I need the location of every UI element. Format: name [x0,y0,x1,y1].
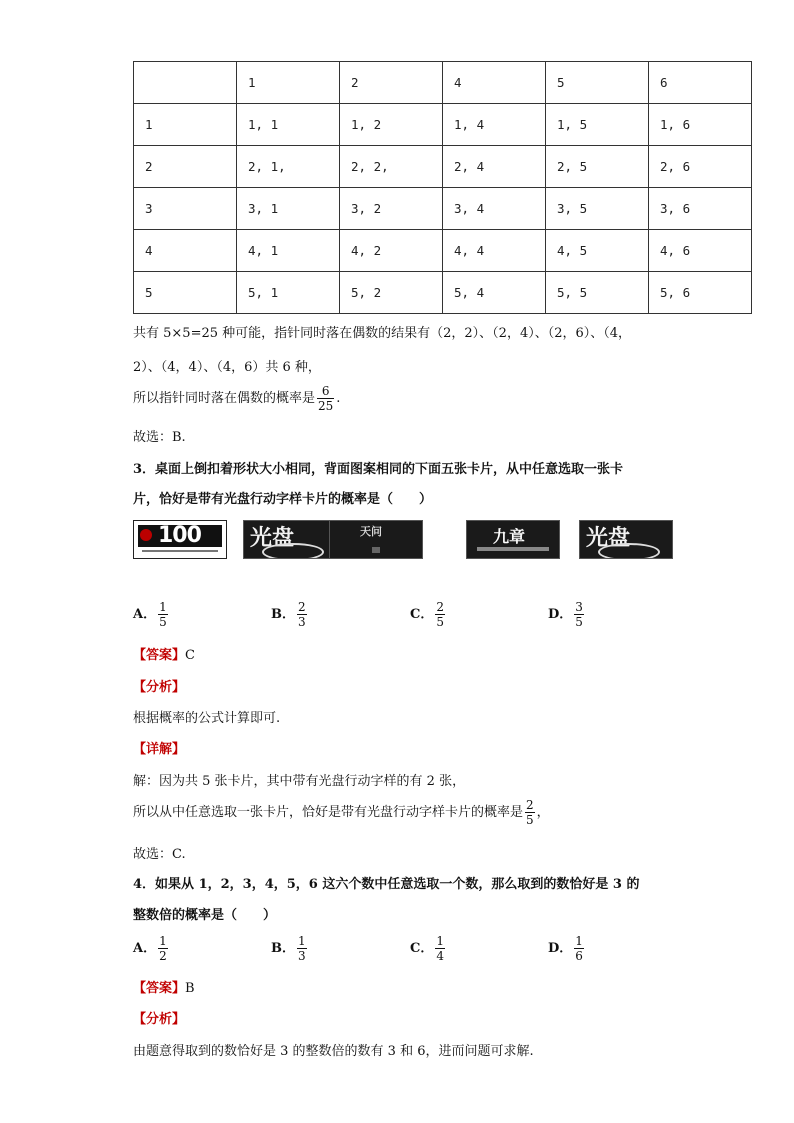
table-cell: 5, 2 [340,272,443,314]
probability-line [133,384,340,413]
table-cell: 5, 6 [649,272,752,314]
denominator: 2 [159,949,167,963]
card-image-100-anniversary [133,520,227,559]
table-cell: 1 [134,104,237,146]
detail-text: 解：因为共 5 张卡片，其中带有光盘行动字样的有 2 张， [133,774,466,789]
question-stem: 3．桌面上倒扣着形状大小相同，背面图案相同的下面五张卡片，从中任意选取一张卡 [133,462,624,477]
choose-line: 故选：B. [133,430,186,445]
detail-tag: 【详解】 [133,742,186,757]
text: . [336,391,341,406]
option-c[interactable] [410,934,447,963]
option-label: C． [410,941,434,956]
option-d[interactable] [548,600,586,629]
denominator: 3 [298,949,306,963]
option-a[interactable] [133,600,170,629]
fraction [297,600,307,629]
numerator: 3 [575,600,583,614]
answer-line [133,977,195,996]
option-b[interactable] [271,934,309,963]
analysis-tag: 【分析】 [133,1012,186,1027]
table-cell: 4, 2 [340,230,443,272]
card-text: 光盘 [586,526,631,551]
text: ， [536,805,550,820]
fraction [158,934,168,963]
outcome-table [133,61,752,314]
table-header-row [134,62,752,104]
table-cell: 4, 6 [649,230,752,272]
solution-text: 共有 5×5=25 种可能，指针同时落在偶数的结果有（2，2）、（2，4）、（2，6）、（4， [133,326,632,341]
numerator: 1 [159,600,167,614]
denominator: 5 [526,813,534,827]
card-image-clean-plate [579,520,673,559]
denominator: 6 [575,949,583,963]
table-cell: 3, 6 [649,188,752,230]
option-d[interactable] [548,934,586,963]
option-label: B． [271,941,295,956]
table-cell: 1, 1 [237,104,340,146]
table-row [134,272,752,314]
table-cell: 2 [134,146,237,188]
fraction [317,384,334,413]
analysis-text: 由题意得取到的数恰好是 3 的整数倍的数有 3 和 6，进而问题可求解. [133,1044,534,1059]
fraction [158,600,168,629]
table-cell: 2, 1, [237,146,340,188]
numerator: 2 [298,600,306,614]
table-row [134,188,752,230]
answer-value: C [185,648,195,663]
card-text: 100 [158,523,201,548]
card-text: 天问 [360,525,382,538]
option-label: C． [410,607,434,622]
fraction [435,600,445,629]
text: 所以指针同时落在偶数的概率是 [133,391,316,406]
option-label: A． [133,607,157,622]
table-cell: 3, 2 [340,188,443,230]
question-stem: 4．如果从 1，2，3，4，5，6 这六个数中任意选取一个数，那么取到的数恰好是 3 的 [133,877,640,892]
fraction [435,934,445,963]
card-image-jiuzhang [466,520,560,559]
table-cell: 1 [237,62,340,104]
option-label: B． [271,607,295,622]
table-cell: 6 [649,62,752,104]
analysis-text: 根据概率的公式计算即可. [133,711,281,726]
answer-tag: 【答案】 [133,981,186,996]
table-cell: 4, 4 [443,230,546,272]
answer-value: B [185,981,195,996]
table-cell: 5, 1 [237,272,340,314]
answer-tag: 【答案】 [133,648,186,663]
numerator: 2 [526,798,534,812]
numerator: 1 [159,934,167,948]
table-cell: 3, 5 [546,188,649,230]
denominator: 5 [436,615,444,629]
denominator: 3 [298,615,306,629]
table-cell: 4 [443,62,546,104]
denominator: 5 [159,615,167,629]
table-cell: 1, 4 [443,104,546,146]
table-cell: 5 [134,272,237,314]
table-cell: 3, 4 [443,188,546,230]
table-row [134,146,752,188]
table-cell: 5, 5 [546,272,649,314]
card-image-tianwen [329,520,423,559]
table-cell [134,62,237,104]
table-row [134,230,752,272]
card-text: 九章 [493,527,526,546]
table-row [134,104,752,146]
option-label: D． [548,941,573,956]
option-label: A． [133,941,157,956]
table-cell: 1, 6 [649,104,752,146]
fraction [297,934,307,963]
denominator: 25 [318,399,334,413]
solution-text: 2）、（4，4）、（4，6）共 6 种， [133,360,321,375]
numerator: 1 [575,934,583,948]
text: 所以从中任意选取一张卡片，恰好是带有光盘行动字样卡片的概率是 [133,805,524,820]
option-a[interactable] [133,934,170,963]
answer-line [133,644,195,663]
option-c[interactable] [410,600,447,629]
fraction [574,600,584,629]
table-cell: 4 [134,230,237,272]
table-cell: 1, 2 [340,104,443,146]
table-cell: 5 [546,62,649,104]
table-cell: 2, 2, [340,146,443,188]
table-cell: 3 [134,188,237,230]
option-label: D． [548,607,573,622]
table-cell: 3, 1 [237,188,340,230]
question-stem: 片，恰好是带有光盘行动字样卡片的概率是（ ） [133,492,433,507]
table-cell: 2, 6 [649,146,752,188]
denominator: 5 [575,615,583,629]
table-cell: 2, 4 [443,146,546,188]
numerator: 2 [436,600,444,614]
card-text: 光盘 [250,526,295,551]
table-cell: 5, 4 [443,272,546,314]
analysis-tag: 【分析】 [133,680,186,695]
table-cell: 2, 5 [546,146,649,188]
option-b[interactable] [271,600,309,629]
table-cell: 4, 5 [546,230,649,272]
fraction [574,934,584,963]
card-image-clean-plate [243,520,337,559]
choose-line: 故选：C. [133,847,186,862]
table-cell: 4, 1 [237,230,340,272]
denominator: 4 [436,949,444,963]
fraction [525,798,535,827]
numerator: 1 [298,934,306,948]
detail-probability-line [133,798,550,827]
numerator: 1 [436,934,444,948]
question-stem: 整数倍的概率是（ ） [133,908,277,923]
table-cell: 2 [340,62,443,104]
table-cell: 1, 5 [546,104,649,146]
numerator: 6 [317,384,334,399]
